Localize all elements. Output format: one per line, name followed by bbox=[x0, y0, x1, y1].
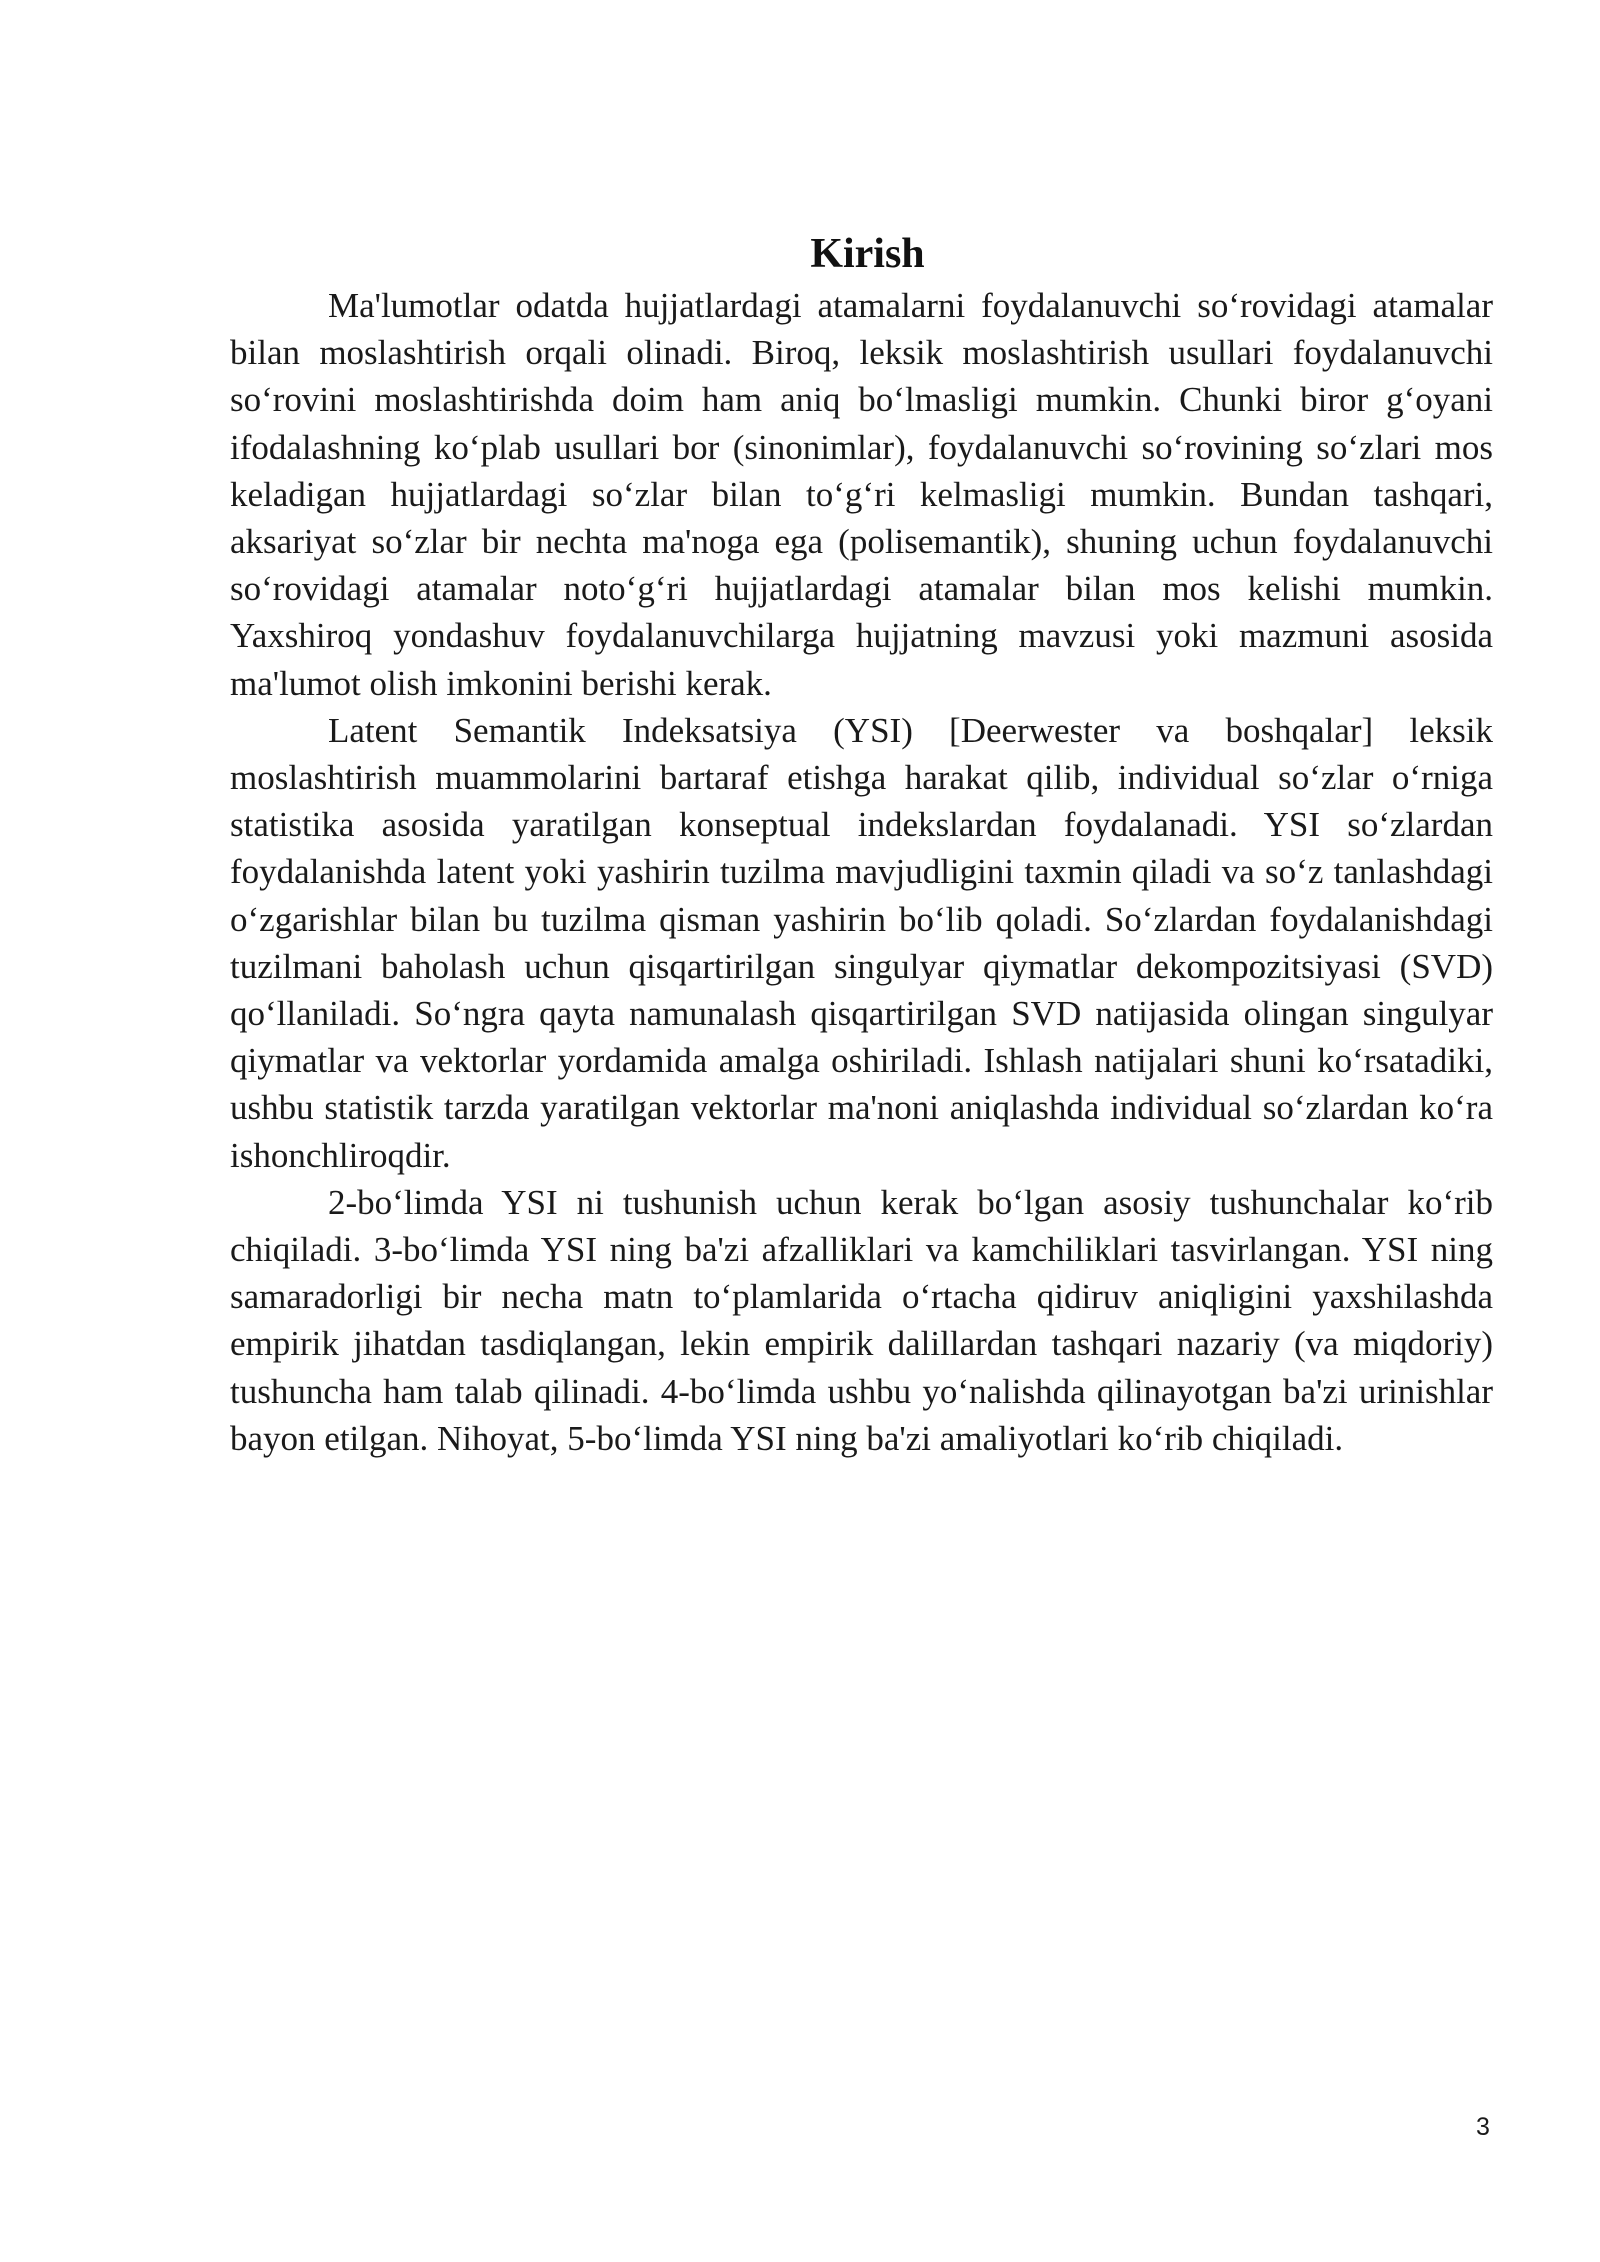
paragraph-outline: 2-bo‘limda YSI ni tushunish uchun kerak bo‘lgan asosiy tushunchalar ko‘rib chiqiladi. 3-bo‘limda YSI ning ba'zi afzalliklari va kamchiliklari tasvirlangan. YSI ning samaradorligi bir necha matn to‘plamlarida o‘rtacha qidiruv aniqligini yaxshilashda empirik jihatdan tasdiqlangan, lekin empirik dalillardan tashqari nazariy (va miqdoriy) tushuncha ham talab qilinadi. 4-bo‘limda ushbu yo‘nalishda qilinayotgan ba'zi urinishlar bayon etilgan. Nihoyat, 5-bo‘limda YSI ning ba'zi amaliyotlari ko‘rib chiqiladi. bbox=[230, 1182, 1493, 1458]
paragraph-lsi: Latent Semantik Indeksatsiya (YSI) [Deerwester va boshqalar] leksik moslashtirish muammolarini bartaraf etishga harakat qilib, individual so‘zlar o‘rniga statistika asosida yaratilgan konseptual indekslardan foydalanadi. YSI so‘zlardan foydalanishda latent yoki yashirin tuzilma mavjudligini taxmin qiladi va so‘z tanlashdagi o‘zgarishlar bilan bu tuzilma qisman yashirin bo‘lib qoladi. So‘zlardan foydalanishdagi tuzilmani baholash uchun qisqartirilgan singulyar qiymatlar dekompozitsiyasi (SVD) qo‘llaniladi. So‘ngra qayta namunalash qisqartirilgan SVD natijasida olingan singulyar qiymatlar va vektorlar yordamida amalga oshiriladi. Ishlash natijalari shuni ko‘rsatadiki, ushbu statistik tarzda yaratilgan vektorlar ma'noni aniqlashda individual so‘zlardan ko‘ra ishonchliroqdir. bbox=[230, 710, 1493, 1175]
section-title: Kirish bbox=[810, 231, 925, 277]
page-number: 3 bbox=[1476, 2113, 1490, 2141]
paragraph-intro: Ma'lumotlar odatda hujjatlardagi atamalarni foydalanuvchi so‘rovidagi atamalar bilan moslashtirish orqali olinadi. Biroq, leksik moslashtirish usullari foydalanuvchi so‘rovini moslashtirishda doim ham aniq bo‘lmasligi mumkin. Chunki biror g‘oyani ifodalashning ko‘plab usullari bor (sinonimlar), foydalanuvchi so‘rovining so‘zlari mos keladigan hujjatlardagi so‘zlar bilan to‘g‘ri kelmasligi mumkin. Bundan tashqari, aksariyat so‘zlar bir nechta ma'noga ega (polisemantik), shuning uchun foydalanuvchi so‘rovidagi atamalar noto‘g‘ri hujjatlardagi atamalar bilan mos kelishi mumkin. Yaxshiroq yondashuv foydalanuvchilarga hujjatning mavzusi yoki mazmuni asosida ma'lumot olish imkonini berishi kerak. bbox=[230, 286, 1493, 703]
body-text bbox=[230, 282, 1493, 1462]
